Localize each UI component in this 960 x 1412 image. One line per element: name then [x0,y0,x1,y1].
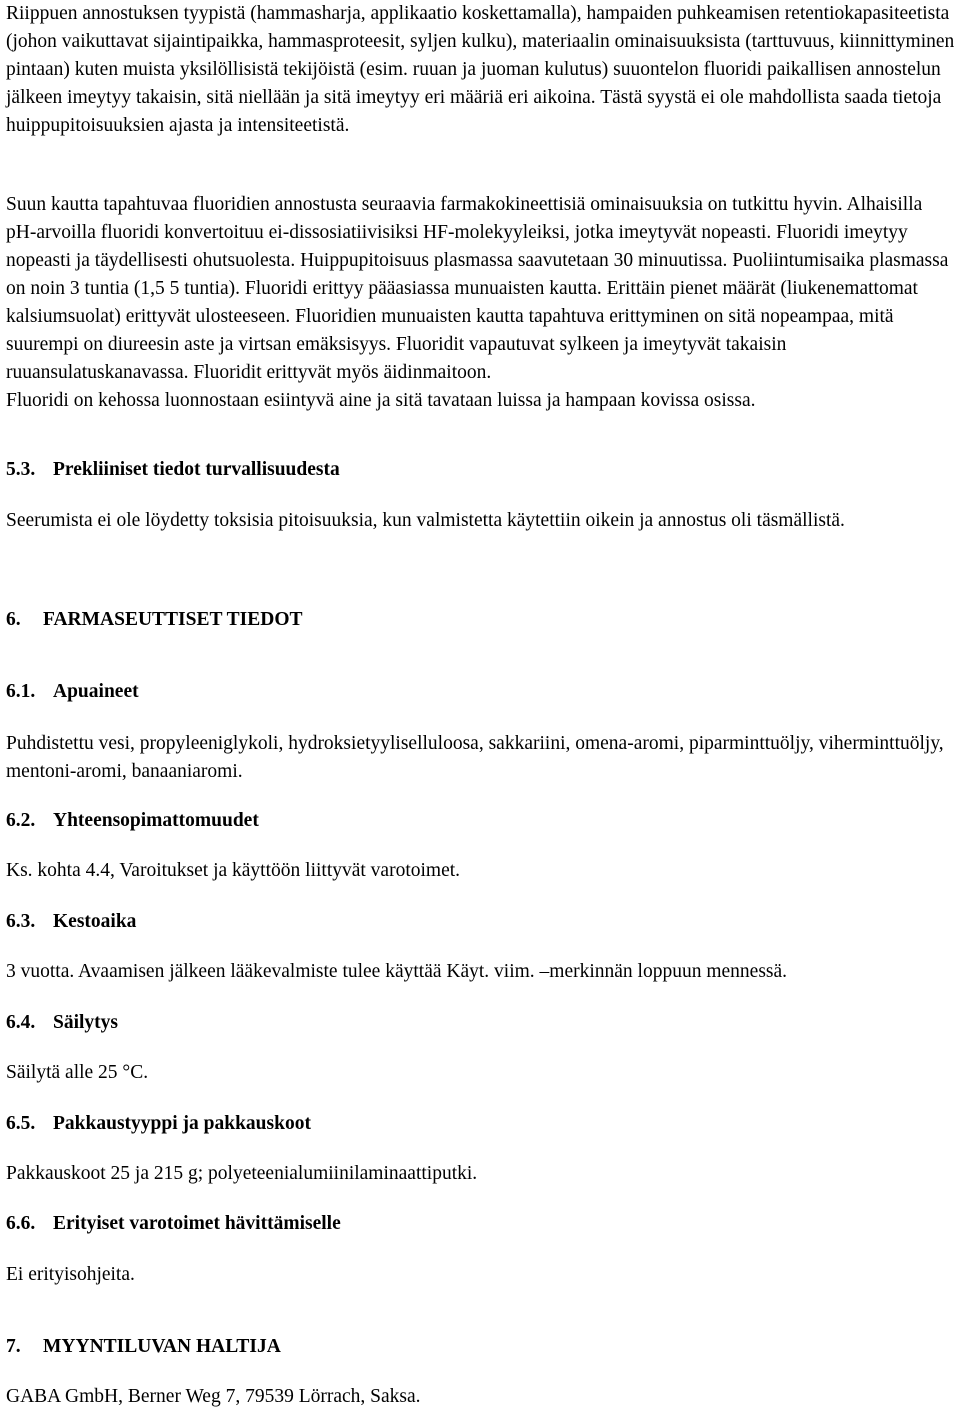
section-6 [6,606,956,634]
section-title: Pakkaustyyppi ja pakkauskoot [53,1113,311,1134]
section-number: 6.5. [6,1113,36,1134]
section-heading [6,1210,956,1238]
section-7-body-block [6,1383,956,1411]
section-5-3 [6,456,956,484]
pharmacokinetics-block [6,191,956,415]
section-6-5 [6,1110,956,1138]
section-title: FARMASEUTTISET TIEDOT [43,609,303,630]
section-number: 6.4. [6,1012,36,1033]
section-title: Säilytys [53,1012,119,1033]
absorption-paragraph-block [6,0,956,140]
pharmacokinetics-paragraph: Suun kautta tapahtuvaa fluoridien annostusta seuraavia farmakokineettisiä ominaisuuksia on tutkittu hyvin. Alhaisilla pH-arvoilla fluoridi konvertoituu ei-dissosiatiivisiksi HF-molekyyleiksi, jotka imeytyvät nopeasti. Fluoridi imeytyy nopeasti ja täydellisesti ohutsuolesta. Huippupitoisuus plasmassa saavutetaan 30 minuutissa. Puoliintumisaika plasmassa on noin 3 tuntia (1,5 5 tuntia). Fluoridi erittyy pääasiassa munuaisten kautta. Erittäin pienet määrät (liukenemattomat kalsiumsuolat) erittyvät ulosteeseen. Fluoridien munuaisten kautta tapahtuva erittyminen on sitä nopeampaa, mitä suurempi on diureesin aste ja virtsan emäksisyys. Fluoridit vapautuvat sylkeen ja imeytyvät takaisin ruuansulatuskanavassa. Fluoridit erittyvät myös äidinmaitoon. [6,194,949,383]
section-number: 5.3. [6,459,36,480]
section-heading [6,456,956,484]
section-number: 6.6. [6,1213,36,1234]
section-heading [6,678,956,706]
section-heading [6,1333,956,1361]
section-body: Ks. kohta 4.4, Varoitukset ja käyttöön liittyvät varotoimet. [6,860,461,881]
section-heading [6,807,956,835]
section-title: Kestoaika [53,911,137,932]
section-title: MYYNTILUVAN HALTIJA [43,1336,281,1357]
section-6-1-body-block [6,730,956,786]
section-body: Säilytä alle 25 °C. [6,1062,149,1083]
section-number: 7. [6,1336,21,1357]
section-body: 3 vuotta. Avaamisen jälkeen lääkevalmiste tulee käyttää Käyt. viim. –merkinnän loppuun mennessä. [6,961,788,982]
section-number: 6. [6,609,21,630]
section-6-3-body-block [6,958,956,986]
section-body: Puhdistettu vesi, propyleeniglykoli, hydroksietyyliselluloosa, sakkariini, omena-aromi, piparminttuöljy, viherminttuöljy, mentoni-aromi, banaaniaromi. [6,733,944,782]
section-6-6-body-block [6,1261,956,1289]
section-heading [6,606,956,634]
section-heading [6,1009,956,1037]
natural-occurrence-line: Fluoridi on kehossa luonnostaan esiintyvä aine ja sitä tavataan luissa ja hampaan kovissa osissa. [6,390,756,411]
section-5-3-body-block [6,507,956,535]
section-body: GABA GmbH, Berner Weg 7, 79539 Lörrach, Saksa. [6,1386,421,1407]
section-number: 6.1. [6,681,36,702]
section-6-1 [6,678,956,706]
section-heading [6,908,956,936]
section-title: Apuaineet [53,681,139,702]
section-body: Seerumista ei ole löydetty toksisia pitoisuuksia, kun valmistetta käytettiin oikein ja annostus oli täsmällistä. [6,510,845,531]
section-number: 6.2. [6,810,36,831]
section-title: Yhteensopimattomuudet [53,810,259,831]
section-6-4-body-block [6,1059,956,1087]
section-6-4 [6,1009,956,1037]
section-6-6 [6,1210,956,1238]
section-body: Pakkauskoot 25 ja 215 g; polyeteenialumiinilaminaattiputki. [6,1163,478,1184]
section-7 [6,1333,956,1361]
section-number: 6.3. [6,911,36,932]
section-6-2 [6,807,956,835]
section-title: Erityiset varotoimet hävittämiselle [53,1213,341,1234]
section-6-5-body-block [6,1160,956,1188]
section-title: Prekliiniset tiedot turvallisuudesta [53,459,340,480]
section-6-2-body-block [6,857,956,885]
section-heading [6,1110,956,1138]
section-6-3 [6,908,956,936]
section-body: Ei erityisohjeita. [6,1264,135,1285]
absorption-paragraph: Riippuen annostuksen tyypistä (hammasharja, applikaatio koskettamalla), hampaiden puhkeamisen retentiokapasiteetista (johon vaikuttavat sijaintipaikka, hammasproteesit, syljen kulku), materiaalin ominaisuuksista (tarttuvuus, kiinnittyminen pintaan) kuten muista yksilöllisistä tekijöistä (esim. ruuan ja juoman kulutus) suuontelon fluoridi paikallisen annostelun jälkeen imeytyy takaisin, sitä niellään ja sitä imeytyy eri määriä eri aikoina. Tästä syystä ei ole mahdollista saada tietoja huippupitoisuuksien ajasta ja intensiteetistä. [6,3,955,136]
